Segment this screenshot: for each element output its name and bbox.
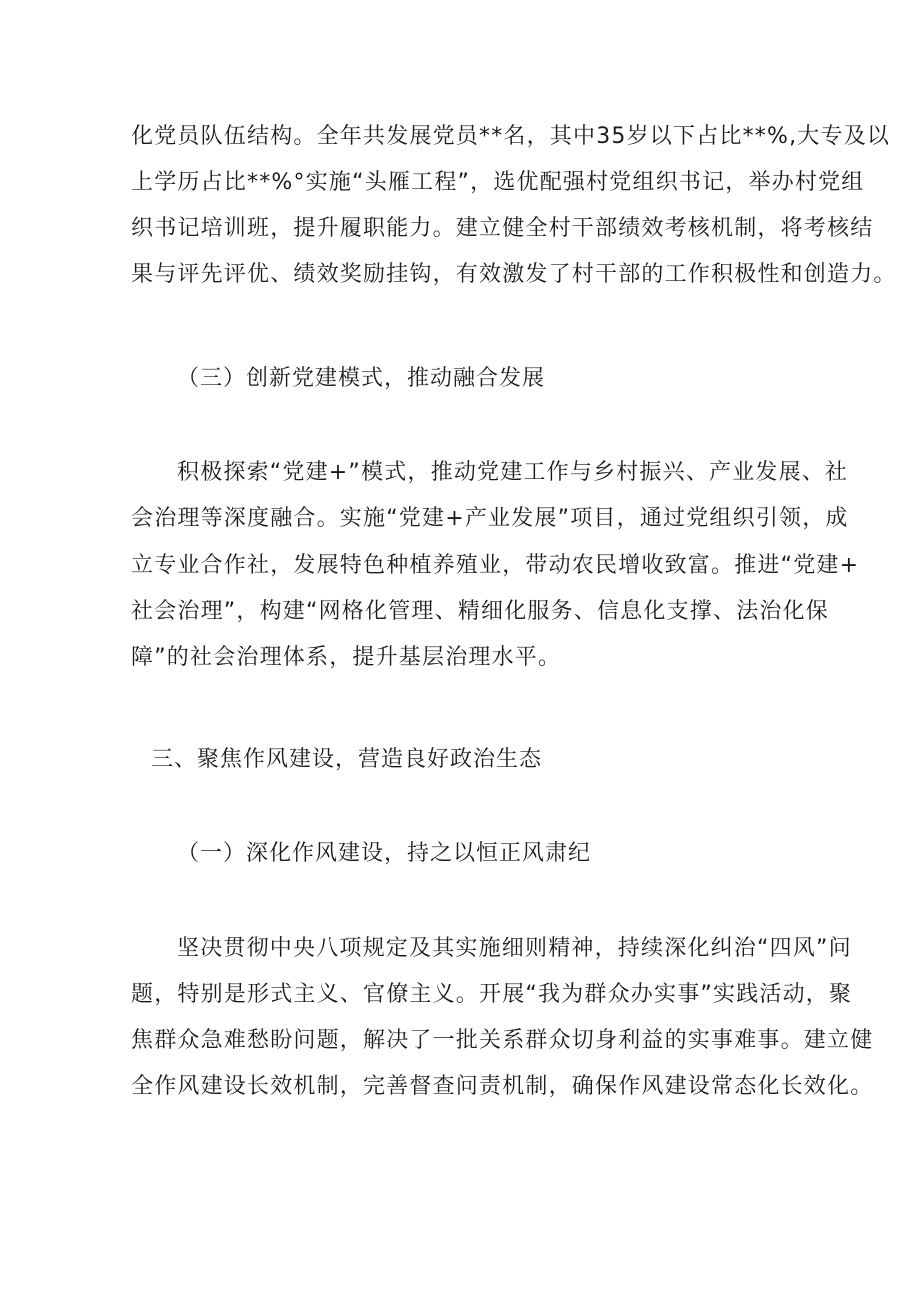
paragraph-3-line-3: 焦群众急难愁盼问题，解决了一批关系群众切身利益的实事难事。建立健 (131, 1028, 874, 1053)
paragraph-2-line-1: 积极探索“党建+”模式，推动党建工作与乡村振兴、产业发展、社 (177, 460, 849, 485)
paragraph-1-line-4: 果与评先评优、绩效奖励挂钩，有效激发了村干部的工作积极性和创造力。 (131, 262, 897, 287)
paragraph-1-line-2: 上学历占比**%°实施“头雁工程”，选优配强村党组织书记，举办村党组 (131, 170, 865, 195)
paragraph-2-line-5: 障”的社会治理体系，提升基层治理水平。 (131, 645, 562, 670)
paragraph-2-line-3: 立专业合作社，发展特色种植养殖业，带动农民增收致富。推进“党建+ (131, 553, 860, 578)
section-heading-deepen-work-style: （一）深化作风建设，持之以恒正风肃纪 (177, 841, 592, 866)
paragraph-3-line-4: 全作风建设长效机制，完善督查问责机制，确保作风建设常态化长效化。 (131, 1074, 874, 1099)
paragraph-2-line-4: 社会治理”，构建“网格化管理、精细化服务、信息化支撑、法治化保 (131, 599, 829, 624)
section-heading-innovate-party-building: （三）创新党建模式，推动融合发展 (177, 366, 546, 391)
paragraph-2-line-2: 会治理等深度融合。实施“党建+产业发展”项目，通过党组织引领，成 (131, 506, 849, 531)
paragraph-3-line-2: 题，特别是形式主义、官僚主义。开展“我为群众办实事”实践活动，聚 (131, 982, 853, 1007)
paragraph-1-line-1: 化党员队伍结构。全年共发展党员**名，其中35岁以下占比**%,大专及以 (131, 124, 891, 149)
paragraph-3-line-1: 坚决贯彻中央八项规定及其实施细则精神，持续深化纠治“四风”问 (177, 936, 852, 961)
section-heading-work-style: 三、聚焦作风建设，营造良好政治生态 (151, 747, 543, 772)
paragraph-1-line-3: 织书记培训班，提升履职能力。建立健全村干部绩效考核机制，将考核结 (131, 216, 874, 241)
